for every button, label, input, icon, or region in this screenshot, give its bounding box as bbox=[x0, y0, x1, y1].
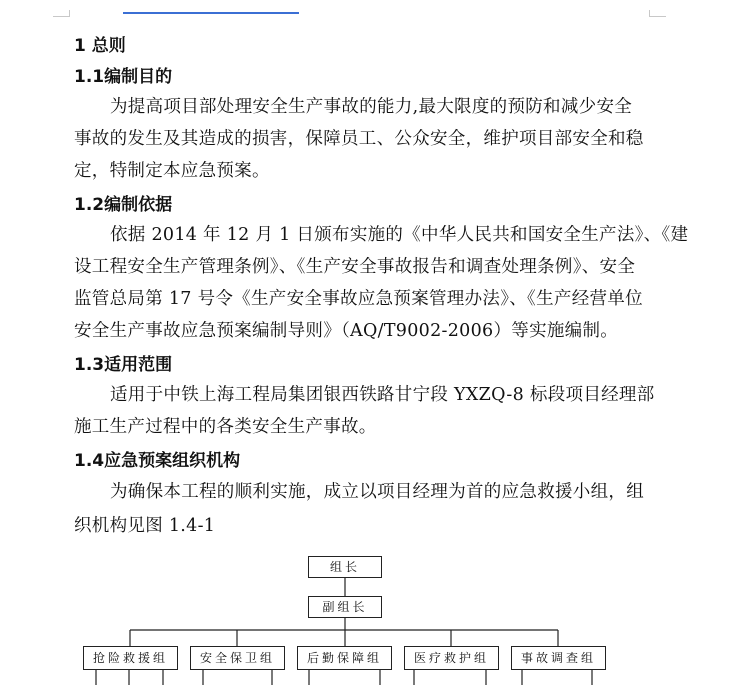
section-heading-1: 1 总则 bbox=[74, 36, 126, 56]
paragraph-line: 安全生产事故应急预案编制导则》（AQ/T9002-2006）等实施编制。 bbox=[74, 321, 619, 341]
org-box-investigation-group: 事故调查组 bbox=[511, 646, 606, 670]
org-box-medical-group: 医疗救护组 bbox=[404, 646, 499, 670]
paragraph-line: 织机构见图 1.4-1 bbox=[74, 516, 216, 536]
section-heading-1-2: 1.2编制依据 bbox=[74, 195, 173, 215]
paragraph-line: 设工程安全生产管理条例》、《生产安全事故报告和调查处理条例》、安全 bbox=[74, 257, 636, 277]
org-box-security-group: 安全保卫组 bbox=[190, 646, 285, 670]
org-box-rescue-group: 抢险救援组 bbox=[83, 646, 178, 670]
paragraph-line: 适用于中铁上海工程局集团银西铁路甘宁段 YXZQ-8 标段项目经理部 bbox=[110, 385, 655, 405]
paragraph-line: 施工生产过程中的各类安全生产事故。 bbox=[74, 417, 377, 437]
section-heading-1-1: 1.1编制目的 bbox=[74, 67, 173, 87]
org-box-logistics-group: 后勤保障组 bbox=[297, 646, 392, 670]
paragraph-line: 事故的发生及其造成的损害，保障员工、公众安全，维护项目部安全和稳 bbox=[74, 129, 644, 149]
paragraph-line: 依据 2014 年 12 月 1 日颁布实施的《中华人民共和国安全生产法》、《建 bbox=[110, 225, 689, 245]
paragraph-line: 监管总局第 17 号令《生产安全事故应急预案管理办法》、《生产经营单位 bbox=[74, 289, 643, 309]
org-box-leader: 组长 bbox=[308, 556, 382, 578]
paragraph-line: 定，特制定本应急预案。 bbox=[74, 161, 270, 181]
section-heading-1-4: 1.4应急预案组织机构 bbox=[74, 451, 241, 471]
org-box-deputy: 副组长 bbox=[308, 596, 382, 618]
section-heading-1-3: 1.3适用范围 bbox=[74, 355, 173, 375]
paragraph-line: 为提高项目部处理安全生产事故的能力,最大限度的预防和减少安全 bbox=[110, 97, 633, 117]
paragraph-line: 为确保本工程的顺利实施，成立以项目经理为首的应急救援小组，组 bbox=[110, 482, 644, 502]
